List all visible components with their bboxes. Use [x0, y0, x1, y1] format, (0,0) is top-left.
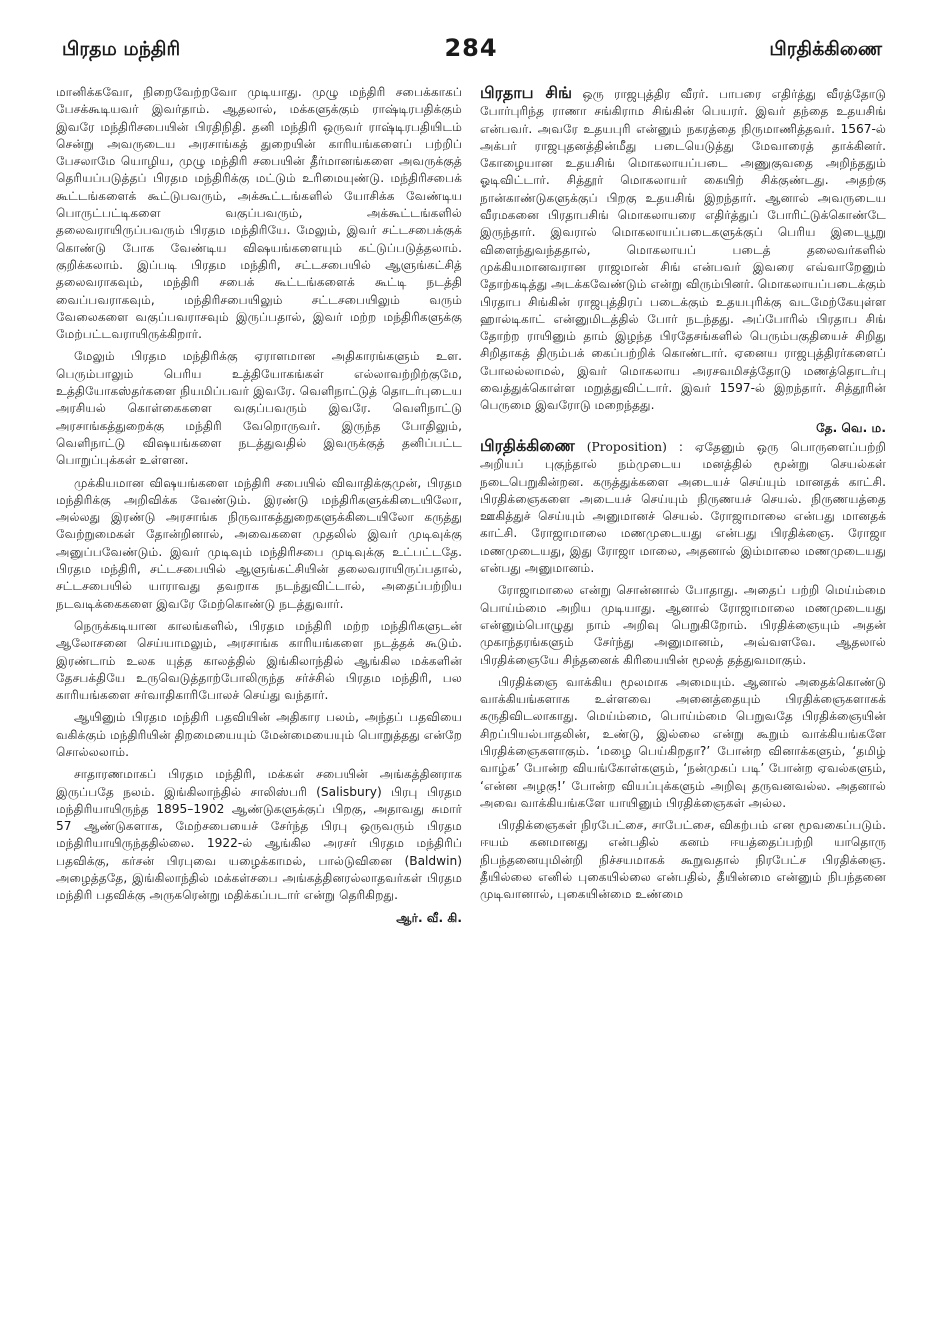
- entry-heading: பிரதாப சிங்: [480, 84, 573, 102]
- paragraph: முக்கியமான விஷயங்களை மந்திரி சபையில் விவாதிக்குமுன், பிரதம மந்திரிக்கு அறிவிக்க வேண்டும். இரண்டு மந்திரிகளுக்கிடையிலோ, அல்லது இரண்டு அரசாங்க நிருவாகத்துறைகளுக்கிடையிலோ கருத்து வேற்றுமைகள் தோன்றினால், அவைகளை முதலில் இவர் முடிவுக்கு அனுப்பவேண்டும். இவர் முடிவும் மந்திரிசபை முடிவுக்கு உட்பட்டதே. பிரதம மந்திரி, சட்டசபையில் ஆளுங்கட்சியின் தலைவராயிருப்பதால், சட்டசபையில் யாராவது தவறாக நடந்துவிட்டால், அதைப்பற்றிய நடவடிக்கைகளை இவரே மேற்கொண்டு நடத்துவார்.: [56, 475, 462, 611]
- paragraph: ஆயினும் பிரதம மந்திரி பதவியின் அதிகார பலம், அந்தப் பதவியை வகிக்கும் மந்திரியின் திறமையையும் மேன்மையையும் பொறுத்தது என்றே சொல்லலாம்.: [56, 710, 462, 759]
- entry-pratikkinai: [480, 437, 886, 577]
- two-column-body: [56, 84, 886, 927]
- entry-english-term: (Proposition): [586, 439, 667, 454]
- running-head-right: பிரதிக்கிணை: [769, 38, 882, 60]
- paragraph: மேலும் பிரதம மந்திரிக்கு ஏராளமான அதிகாரங்களும் உள. பெரும்பாலும் பெரிய உத்தியோகங்கள் எல்லாவற்றிற்குமே, உத்தியோகஸ்தர்களை நியமிப்பவர் இவரே. வெளிநாட்டுத் தொடர்புடைய அரசியல் கொள்கைகளை வகுப்பவரும் இவரே. வெளிநாட்டு அரசாங்கத்துறைக்கு மந்திரி வேறொருவர். இருந்த போதிலும், வெளிநாட்டு விஷயங்களை நடத்துவதில் இவருக்குத் தனிப்பட்ட பொறுப்புக்கள் உள்ளன.: [56, 349, 462, 468]
- entry-text: : ஏதேனும் ஒரு பொருளைப்பற்றி அறியப் புகுந்தால் நம்முடைய மனத்தில் மூன்று செயல்கள் நடைபெறுகின்றன. கருத்துக்களை அடையச் செய்யும் மானதக் காட்சி. பிரதிக்ஞைகளை அடையச் செய்யும் நிருணயச் செயல். நிருணயத்தை ஊகித்துச் செய்யும் அனுமானச் செயல். ரோஜாமாலை என்பது மானதக் காட்சி. ரோஜாமாலை மணமுடையது என்பது பிரதிக்ஞை. ரோஜா மணமுடையது, இது ரோஜா மாலை, அதனால் இம்மாலை மணமுடையது என்பது அனுமானம்.: [480, 439, 886, 576]
- page-header: [56, 30, 886, 84]
- author-signature: தே. வெ. ம.: [816, 420, 886, 435]
- author-signature: ஆர். வீ. கி.: [396, 910, 462, 925]
- paragraph: ரோஜாமாலை என்று சொன்னால் போதாது. அதைப் பற்றி மெய்ம்மை பொய்ம்மை அறிய முடியாது. ஆனால் ரோஜாமாலை மணமுடையது என்னும்பொழுது நாம் அறிவு பெறுகிறோம். பிரதிக்ஞையும் அதன் முகாந்தரங்களும் சேர்ந்து அனுமானம், அவ்வளவே. ஆதலால் பிரதிக்ஞையே சிந்தனைக் கிரியையின் மூலத் தத்துவமாகும்.: [480, 583, 886, 667]
- paragraph: சாதாரணமாகப் பிரதம மந்திரி, மக்கள் சபையின் அங்கத்தினராக இருப்பதே நலம். இங்கிலாந்தில் சாலிஸ்பரி (Salisbury) பிரபு பிரதம மந்திரியாயிருந்த 1895–1902 ஆண்டுகளுக்குப் பிறகு, அதாவது சுமார் 57 ஆண்டுகளாக, மேற்சபையைச் சேர்ந்த பிரபு ஒருவரும் பிரதம மந்திரியாயிருந்ததில்லை. 1922-ல் ஆங்கில அரசர் பிரதம மந்திரிப் பதவிக்கு, கர்சன் பிரபுவை யழைக்காமல், பால்டுவினை (Baldwin) அழைத்ததே, இங்கிலாந்தில் மக்கள்சபை அங்கத்தினரல்லாதவர்கள் பிரதம மந்திரி பதவிக்கு அருகரென்று மதிக்கப்படார் என்று தெரிகிறது.: [56, 767, 462, 903]
- entry-text: ஒரு ராஜபுத்திர வீரர். பாபரை எதிர்த்து வீரத்தோடு போர்புரிந்த ராணா சங்கிராம சிங்கின் பெயரர். இவர் தந்தை உதயசிங் என்பவர். அவரே உதயபுரி என்னும் நகரத்தை நிருமாணித்தவர். 1567-ல் அக்பர் ராஜபுதனத்தின்மீது படையெடுத்து மேவாரைத் தாக்கினர். கோழையான உதயசிங் மொகலாயப்படை அணுகுவதை அறிந்ததும் ஓடிவிட்டார். சித்தூர் மொகலாயர் கையிற் சிக்குண்டது. அதற்கு நான்காண்டுகளுக்குப் பிறகு உதயசிங் இறந்தார். ஆனால் அவருடைய வீரமகனை பிரதாபசிங் மொகலாயரை எதிர்த்துப் போரிட்டுக்கொண்டே இருந்தார். இவரால் மொகலாயப்படைகளுக்குப் பெரிய இடையூறு விளைந்துவந்ததால், மொகலாயப் படைத் தலைவர்களில் முக்கியமானவரான ராஜமான் சிங் என்பவர் இவரை எவ்வாறேனும் தோற்கடித்து அடக்கவேண்டும் என்று விரும்பினர். மொகலாயப்படைக்கும் பிரதாப சிங்கின் ராஜபுத்திரப் படைக்கும் உதயபுரிக்கு வடமேற்கேயுள்ள ஹால்டிகாட் என்னுமிடத்தில் போர் நடந்தது. அப்போரில் பிரதாப சிங் தோற்ற ராயினும் தாம் இழந்த பிரதேசங்களில் பெரும்பகுதியைச் சிறிது சிறிதாகத் திரும்பக் கைப்பற்றிக் கொண்டார். ஏனைய ராஜபுத்திரர்களைப் போலல்லாமல், இவர் மொகலாய அரசவமிசத்தோடு மணத்தொடர்பு வைத்துக்கொள்ள மறுத்துவிட்டார். இவர் 1597-ல் இறந்தார். சித்தூரின் பெருமை இவரோடு மறைந்தது.: [480, 87, 886, 413]
- right-column: [480, 84, 886, 927]
- left-column: [56, 84, 462, 927]
- running-head-left: பிரதம மந்திரி: [62, 38, 181, 60]
- entry-heading: பிரதிக்கிணை: [480, 435, 575, 455]
- entry-pratapa-singh: [480, 84, 886, 415]
- paragraph: மானிக்கவோ, நிறைவேற்றவோ முடியாது. முழு மந்திரி சபைக்காகப் பேசக்கூடியவர் இவர்தாம். ஆதலால், மக்களுக்கும் ராஷ்டிரபதிக்கும் இவரே மந்திரிசபையின் பிரதிநிதி. தனி மந்திரி ஒருவர் ராஷ்டிரபதியிடம் சென்று அவருடைய அரசாங்கத் துறையின் காரியங்களைப் பற்றிப் பேசலாமே யொழிய, முழு மந்திரி சபையின் தீர்மானங்களை அவருக்குத் தெரியப்படுத்தப் பிரதம மந்திரிக்கு மட்டும் உரிமையுண்டு. மந்திரிசபைக் கூட்டங்களைக் கூட்டுபவரும், அக்கூட்டங்களில் யோசிக்க வேண்டிய பொருட்பட்டிகளை வகுப்பவரும், அக்கூட்டங்களில் தலைவராயிருப்பவரும் பிரதம மந்திரியே. மேலும், இவர் சட்டசபைக்குக் கொண்டு போக வேண்டிய விஷயங்களையும் கட்டுப்படுத்தலாம். குறிக்கலாம். இப்படி பிரதம மந்திரி, சட்டசபையில் ஆளுங்கட்சித் தலைவராகவும், மந்திரி சபைக் கூட்டங்களைக் கூட்டி நடத்தி வைப்பவராகவும், மந்திரிசபையிலும் சட்டசபையிலும் வரும் வேலைகளை வகுப்பவராசவும் இருப்பதால், இவர் மற்ற மந்திரிகளுக்கு மேற்பட்டவராயிருக்கிறார்.: [56, 85, 462, 342]
- paragraph: நெருக்கடியான காலங்களில், பிரதம மந்திரி மற்ற மந்திரிகளுடன் ஆலோசனை செய்யாமலும், அரசாங்க காரியங்களை நடத்தக் கூடும். இரண்டாம் உலக யுத்த காலத்தில் இங்கிலாந்தில் ஆங்கில மக்களின் தேசபக்தியே உருவெடுத்தாற்போலிருந்த சர்ச்சில் பிரதம மந்திரி, பல காரியங்களை சர்வாதிகாரிபோலச் செய்து வந்தார்.: [56, 618, 462, 703]
- paragraph: பிரதிக்ஞை வாக்கிய மூலமாக அமையும். ஆனால் அதைக்கொண்டு வாக்கியங்களாக உள்ளவை அனைத்தையும் பிரதிக்ஞைகளாகக் கருதிவிடலாகாது. மெய்ம்மை, பொய்ம்மை பெறுவதே பிரதிக்ஞையின் சிறப்பியல்பாதலின், உண்டு, இல்லை என்று கூறும் வாக்கியங்களே பிரதிக்ஞைகளாகும். ‘மழை பெய்கிறதா?’ போன்ற வினாக்களும், ‘தமிழ் வாழ்க’ போன்ற வியங்கோள்களும், ‘நன்முகப் படி’ போன்ற ஏவல்களும், ‘என்ன அழகு!’ போன்ற வியப்புக்களும் அறிவு தருவனவல்ல. அதனால் அவை வாக்கியங்களே யாயினும் பிரதிக்ஞைகள் அல்ல.: [480, 674, 886, 810]
- paragraph: பிரதிக்ஞைகள் நிரபேட்சை, சாபேட்சை, விகற்பம் என மூவகைப்படும். ஈயம் கனமானது என்பதில் கனம் ஈயத்தைப்பற்றி யாதொரு நிபந்தனையுமின்றி நிச்சயமாகக் கூறுவதால் நிரபேட்ச பிரதிக்ஞை. தீயில்லை எனில் புகையில்லை என்பதில், தீயின்மை என்னும் நிபந்தனை முடிவானால், புகையின்மை உண்மை: [480, 818, 886, 902]
- page-number: 284: [444, 34, 498, 62]
